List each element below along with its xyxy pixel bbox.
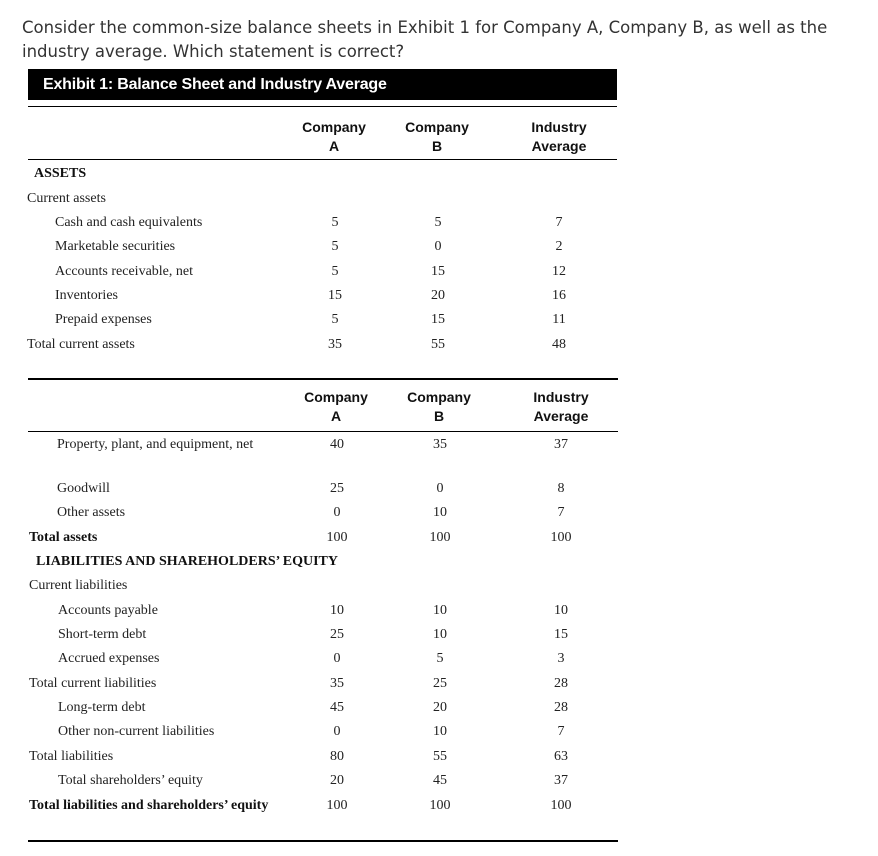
cell-company-b: 10 xyxy=(433,603,447,618)
cell-industry: 16 xyxy=(552,288,566,303)
row-label: Accrued expenses xyxy=(58,651,160,666)
col-header-industry-line2: Average xyxy=(531,138,587,154)
cell-company-a: 10 xyxy=(330,603,344,618)
cell-company-a: 20 xyxy=(330,773,344,788)
col-header-industry-line1: Industry xyxy=(531,119,587,135)
cell-company-a: 45 xyxy=(330,700,344,715)
col-header-company-a xyxy=(279,118,389,156)
header2-bottom-rule xyxy=(28,431,618,432)
cell-industry: 37 xyxy=(554,437,568,452)
col-header-company-b-line2: B xyxy=(431,138,443,154)
row-label: Other non-current liabilities xyxy=(58,724,215,739)
table-row xyxy=(0,625,878,647)
row-label: Long-term debt xyxy=(58,700,146,715)
question-text: Consider the common-size balance sheets in Exhibit 1 for Company A, Company B, as well as the industry average. Which statement is correct? xyxy=(22,18,828,61)
col-header-industry-average xyxy=(504,118,614,156)
cell-company-a: 5 xyxy=(331,264,339,279)
cell-industry: 11 xyxy=(552,312,566,327)
liabilities-heading: LIABILITIES AND SHAREHOLDERS’ EQUITY xyxy=(36,554,338,569)
cell-industry: 3 xyxy=(557,651,565,666)
cell-company-b: 0 xyxy=(434,239,442,254)
table-row xyxy=(0,213,878,235)
cell-company-b: 10 xyxy=(433,505,447,520)
cell-industry: 8 xyxy=(557,481,565,496)
cell-industry: 15 xyxy=(554,627,568,642)
assets-heading: ASSETS xyxy=(34,166,87,181)
col-header-company-a-line2: A xyxy=(328,138,340,154)
cell-company-a: 25 xyxy=(330,627,344,642)
cell-company-a: 40 xyxy=(330,437,344,452)
cell-company-b: 25 xyxy=(433,676,447,691)
cell-industry: 7 xyxy=(555,215,563,230)
cell-company-b: 55 xyxy=(431,337,445,352)
table-row xyxy=(0,237,878,259)
cell-industry: 100 xyxy=(550,530,572,545)
table-row xyxy=(0,528,878,550)
header2-top-rule xyxy=(28,378,618,380)
cell-company-b: 0 xyxy=(436,481,444,496)
col-header-company-b-line1: Company xyxy=(407,389,471,405)
cell-company-a: 100 xyxy=(326,798,348,813)
cell-industry: 100 xyxy=(550,798,572,813)
cell-company-b: 35 xyxy=(433,437,447,452)
cell-company-a: 100 xyxy=(326,530,348,545)
col-header-company-b-line2: B xyxy=(433,408,445,424)
cell-industry: 7 xyxy=(557,724,565,739)
col-header-company-b-2 xyxy=(384,388,494,426)
row-label: Cash and cash equivalents xyxy=(55,215,203,230)
cell-company-b: 55 xyxy=(433,749,447,764)
row-label: Total current liabilities xyxy=(29,676,157,691)
cell-industry: 63 xyxy=(554,749,568,764)
row-label: Short-term debt xyxy=(58,627,147,642)
cell-company-b: 10 xyxy=(433,627,447,642)
cell-company-b: 45 xyxy=(433,773,447,788)
col-header-company-a-line2: A xyxy=(330,408,342,424)
cell-company-a: 80 xyxy=(330,749,344,764)
row-label: Accounts payable xyxy=(58,603,158,618)
row-label: Total current assets xyxy=(27,337,135,352)
cell-company-b: 10 xyxy=(433,724,447,739)
current-liabilities-heading: Current liabilities xyxy=(29,578,128,593)
cell-company-a: 5 xyxy=(331,312,339,327)
col-header-industry-line2: Average xyxy=(533,408,589,424)
cell-industry: 48 xyxy=(552,337,566,352)
row-label: Prepaid expenses xyxy=(55,312,152,327)
cell-company-b: 20 xyxy=(433,700,447,715)
row-label: Total shareholders’ equity xyxy=(58,773,203,788)
row-label: Accounts receivable, net xyxy=(55,264,193,279)
table-row xyxy=(0,435,878,457)
col-header-company-a-2 xyxy=(281,388,391,426)
table-row xyxy=(0,674,878,696)
table-row xyxy=(0,503,878,525)
cell-industry: 28 xyxy=(554,700,568,715)
col-header-company-b-line1: Company xyxy=(405,119,469,135)
cell-company-a: 0 xyxy=(333,724,341,739)
cell-company-a: 5 xyxy=(331,215,339,230)
col-header-company-a-line1: Company xyxy=(304,389,368,405)
row-label: Total assets xyxy=(29,530,98,545)
cell-company-b: 15 xyxy=(431,312,445,327)
cell-industry: 28 xyxy=(554,676,568,691)
table-row xyxy=(0,722,878,744)
cell-company-b: 100 xyxy=(429,798,451,813)
table-row xyxy=(0,262,878,284)
table-row xyxy=(0,335,878,357)
cell-company-b: 15 xyxy=(431,264,445,279)
current-assets-heading: Current assets xyxy=(27,191,106,206)
cell-company-a: 15 xyxy=(328,288,342,303)
col-header-company-b xyxy=(382,118,492,156)
table-row xyxy=(0,771,878,793)
row-label: Inventories xyxy=(55,288,118,303)
cell-company-b: 5 xyxy=(436,651,444,666)
header-bottom-rule xyxy=(28,159,617,160)
col-header-company-a-line1: Company xyxy=(302,119,366,135)
table-row xyxy=(0,601,878,623)
table-row xyxy=(0,310,878,332)
col-header-industry-average-2 xyxy=(506,388,616,426)
cell-company-b: 5 xyxy=(434,215,442,230)
header-top-rule xyxy=(28,106,617,107)
table-row xyxy=(0,698,878,720)
exhibit-title-bar: Exhibit 1: Balance Sheet and Industry Average xyxy=(28,69,617,100)
cell-industry: 7 xyxy=(557,505,565,520)
cell-company-a: 35 xyxy=(330,676,344,691)
cell-industry: 2 xyxy=(555,239,563,254)
cell-industry: 12 xyxy=(552,264,566,279)
table-row xyxy=(0,479,878,501)
col-header-industry-line1: Industry xyxy=(533,389,589,405)
cell-industry: 10 xyxy=(554,603,568,618)
row-label: Property, plant, and equipment, net xyxy=(57,437,254,452)
row-label: Marketable securities xyxy=(55,239,176,254)
cell-company-a: 0 xyxy=(333,651,341,666)
row-label: Other assets xyxy=(57,505,126,520)
cell-company-a: 25 xyxy=(330,481,344,496)
table-bottom-rule xyxy=(28,840,618,842)
cell-company-a: 0 xyxy=(333,505,341,520)
cell-industry: 37 xyxy=(554,773,568,788)
cell-company-b: 100 xyxy=(429,530,451,545)
row-label: Total liabilities xyxy=(29,749,114,764)
table-row xyxy=(0,286,878,308)
row-label: Total liabilities and shareholders’ equity xyxy=(29,798,269,813)
table-row xyxy=(0,747,878,769)
cell-company-a: 35 xyxy=(328,337,342,352)
table-row xyxy=(0,796,878,818)
cell-company-a: 5 xyxy=(331,239,339,254)
row-label: Goodwill xyxy=(57,481,110,496)
cell-company-b: 20 xyxy=(431,288,445,303)
table-row xyxy=(0,649,878,671)
